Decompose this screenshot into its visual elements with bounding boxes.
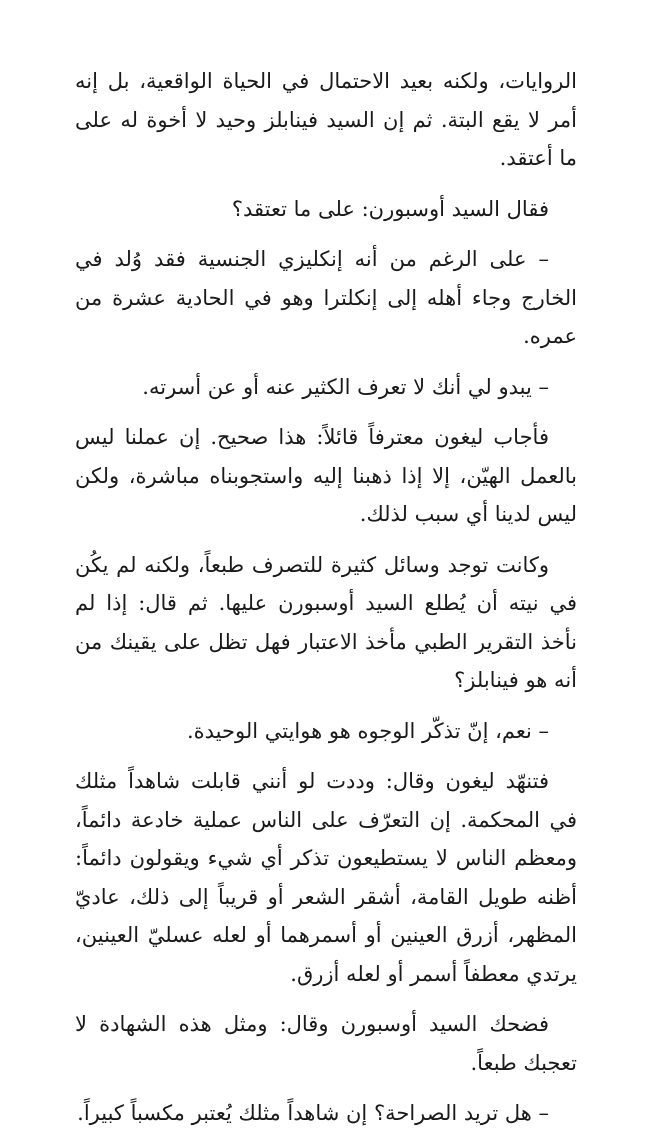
paragraph: الروايات، ولكنه بعيد الاحتمال في الحياة الواقعية، بل إنه أمر لا يقع البتة. ثم إن السيد فينابلز وحيد لا أخوة له على ما أعتقد. <box>75 69 577 170</box>
dialogue-line: – يبدو لي أنك لا تعرف الكثير عنه أو عن أسرته. <box>142 374 549 399</box>
dialogue-line: – هل تريد الصراحة؟ إن شاهداً مثلك يُعتبر مكسباً كبيراً. <box>77 1101 549 1125</box>
paragraph: فأجاب ليغون معترفاً قائلاً: هذا صحيح. إن عملنا ليس بالعمل الهيّن، إلا إذا ذهبنا إليه واستجوبناه مباشرة، ولكن ليس لدينا أي سبب لذلك. <box>75 425 577 526</box>
paragraph: فضحك السيد أوسبورن وقال: ومثل هذه الشهادة لا تعجبك طبعاً. <box>75 1012 577 1075</box>
paragraph: فتنهّد ليغون وقال: وددت لو أنني قابلت شاهداً مثلك في المحكمة. إن التعرّف على الناس عملية خادعة دائماً، ومعظم الناس لا يستطيعون تذكر أي شيء ويقولون دائماً: أظنه طويل القامة، أشقر الشعر أو قريباً إلى ذلك، عاديّ المظهر، أزرق العينين أو أسمرهما أو لعله عسليّ العينين، يرتدي معطفاً أسمر أو لعله أزرق. <box>75 769 577 986</box>
dialogue-line: – على الرغم من أنه إنكليزي الجنسية فقد وُلد في الخارج وجاء أهله إلى إنكلترا وهو في الحادية عشرة من عمره. <box>75 247 577 348</box>
dialogue-line: – نعم، إنّ تذكّر الوجوه هو هوايتي الوحيدة. <box>186 718 549 743</box>
paragraph: وكانت توجد وسائل كثيرة للتصرف طبعاً، ولكنه لم يكُن في نيته أن يُطلع السيد أوسبورن عليها. ثم قال: إذا لم نأخذ التقرير الطبي مأخذ الاعتبار فهل تظل على يقينك من أنه هو فينابلز؟ <box>75 552 577 692</box>
paragraph: فقال السيد أوسبورن: على ما تعتقد؟ <box>231 196 549 221</box>
